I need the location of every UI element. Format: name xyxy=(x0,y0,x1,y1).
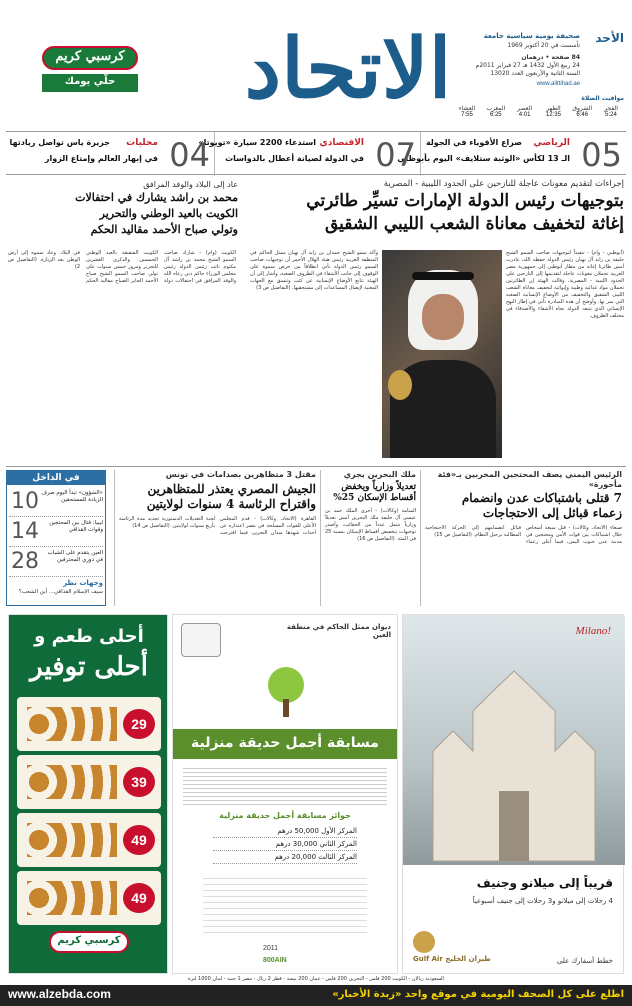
divider xyxy=(6,466,626,467)
prayer-time: 12:35 xyxy=(545,112,561,118)
teaser-number: 04 xyxy=(169,136,210,174)
prayer-cell xyxy=(483,105,509,125)
top-ad-brand: كرسبي كريم xyxy=(55,49,125,64)
prayer-cell xyxy=(454,105,480,125)
garden-prize: المركز الثاني 30,000 درهم xyxy=(213,838,357,851)
gulfair-logo-icon xyxy=(413,931,435,953)
milan-cathedral-icon xyxy=(423,671,605,861)
inside-box xyxy=(6,470,106,606)
garden-prizes xyxy=(213,825,357,869)
masthead xyxy=(0,0,632,130)
garden-body-lines xyxy=(183,765,387,805)
garden-prize: المركز الأول 50,000 درهم xyxy=(213,825,357,838)
garden-year: 2011 xyxy=(263,945,279,952)
lead-photo xyxy=(382,250,502,458)
kuwait-headline-1[interactable]: محمد بن راشد يشارك في احتفالات xyxy=(75,191,238,204)
garden-title: مسابقة أجمل حديقة منزلية xyxy=(191,735,379,751)
footer-prices: السعودية ريالان - الكويت 200 فلس - البحرين 200 فلس - عمان 200 بيسة - قطر 2 ريال - مصر 1 جنيه - لبنان 1000 ليرة xyxy=(188,976,444,982)
donut-box xyxy=(17,813,161,867)
teaser-line-1: استدعاء 2200 سيارة «تويوتا» xyxy=(198,138,316,147)
prayer-grid xyxy=(454,105,624,125)
prayer-time: 6:25 xyxy=(489,112,502,118)
issue-line-1: 84 صفحة • درهمان xyxy=(521,54,580,61)
prayer-times xyxy=(454,96,624,126)
story-headline-2: زعماء قبائل إلى الاحتجاجات xyxy=(482,506,622,521)
kuwait-headline-3[interactable]: وتولي صباح الأحمد مقاليد الحكم xyxy=(90,223,238,236)
story-headline-1: تعديلاً وزارياً ويخفض xyxy=(341,481,416,492)
teaser-number: 05 xyxy=(581,136,622,174)
story-body: المنامة (وكالات) - أجرى الملك حمد بن عيسى آل خليفة ملك البحرين أمس تعديلاً وزارياً شمل عدداً من الحقائب، وأصدر توجيهات بتخفيض أقساط الإسكان بنسبة 25 في المئة. (التفاصيل ص 16) xyxy=(325,508,416,543)
gulfair-tag: Milano! xyxy=(575,625,611,637)
teaser-tag: الرياضي xyxy=(533,138,570,148)
garden-phone[interactable]: 800AIN xyxy=(263,957,287,964)
gulfair-brand: طيران الخليج Gulf Air xyxy=(413,955,491,963)
teaser[interactable] xyxy=(8,132,214,176)
donut-box xyxy=(17,871,161,925)
lead-headline-1[interactable]: بتوجيهات رئيس الدولة الإمارات تسيِّر طائرتي xyxy=(306,191,624,211)
prayer-cell xyxy=(512,105,538,125)
story-headline-2: واقتراح الرئاسة 4 سنوات لولايتين xyxy=(146,496,316,511)
prayer-time: 6:46 xyxy=(576,112,589,118)
krispy-brand: كرسبي كريم xyxy=(57,935,121,946)
teaser-line-2: الـ 13 لكأس «الوثبة ستلايف» اليوم بأبوظبي xyxy=(397,154,570,163)
story[interactable] xyxy=(320,470,420,606)
story-headline-1: الجيش المصري يعتذر للمتظاهرين xyxy=(147,481,316,496)
kuwait-body: الكويت (وام) - شارك صاحب السمو الشيخ محمد بن راشد آل مكتوم نائب رئيس الدولة رئيس مجلس الوزراء حاكم دبي رعاه الله والوفد المرافق في احتفالات دولة الكويت الشقيقة بالعيد الوطني الخمسين والذكرى العشرين للتحرير ومرور خمس سنوات على تولي صاحب السمو الشيخ صباح الأحمد الجابر الصباح مقاليد الحكم في البلاد. وعاد سموه إلى أرض الوطن بعد الزيارة. (التفاصيل ص 2) xyxy=(8,250,236,284)
website-link[interactable]: www.alittihad.ae xyxy=(536,81,580,87)
donut-row xyxy=(27,823,117,857)
story[interactable] xyxy=(420,470,626,606)
prayer-cell xyxy=(540,105,566,125)
story[interactable] xyxy=(114,470,320,606)
garden-prize: المركز الثالث 20,000 درهم xyxy=(213,851,357,864)
krispy-boxes xyxy=(17,697,161,927)
story-kicker: ملك البحرين يجري xyxy=(343,470,416,479)
masthead-founded: تأسست في 20 أكتوبر 1969 xyxy=(507,42,580,49)
inside-views-title: وجهات نظر xyxy=(63,579,103,587)
krispy-ad[interactable] xyxy=(8,614,168,974)
donut-price: 29 xyxy=(123,709,155,739)
prayer-name: المغرب xyxy=(486,105,506,112)
krispy-ad-top: أحلى طعم و xyxy=(34,626,144,647)
inside-item-text: العين يتقدم على الشباب في دوري المحترفين xyxy=(47,550,103,564)
garden-prize-title: جوائز مسابقة أجمل حديقة منزلية xyxy=(219,811,351,820)
donut-box xyxy=(17,755,161,809)
donut-box xyxy=(17,697,161,751)
prayer-name: العصر xyxy=(517,105,533,112)
garden-criteria-lines xyxy=(203,873,367,935)
prayer-name: العشاء xyxy=(458,105,476,112)
lead-body-right: (أبوظبي - وام) - تنفيذاً لتوجيهات صاحب السمو الشيخ خليفة بن زايد آل نهيان رئيس الدولة حفظه الله، غادرت أمس طائرتا إغاثة من مطار أبوظبي إلى جمهورية مصر العربية تحملان معونات عاجلة لتقديمها إلى النازحين على الحدود الليبية - المصرية، وقالت الهيئة إن الطائرتين تحملان مواد غذائية وطبية وإيوائية لتخفيف معاناة الشعب الليبي الشقيق والتخفيف من الأوضاع الإنسانية الصعبة التي يمر بها. وأوضح أن هذه المبادرة تأتي في إطار النهج الإنساني الذي تتبعه الدولة تجاه الأشقاء والأصدقاء في مختلف الظروف. xyxy=(506,250,624,319)
teaser-line-2: في إبهار العالم وإمتاع الزوار xyxy=(44,154,158,163)
story-headline-2: أقساط الإسكان 25% xyxy=(333,492,416,503)
kuwait-kicker[interactable]: عاد إلى البلاد والوفد المرافق xyxy=(143,180,238,189)
prayer-time: 4:01 xyxy=(518,112,531,118)
secondary-stories xyxy=(106,470,626,606)
inside-item-text: ليبيا: قتال بين المحتجين وقوات القذافي xyxy=(49,520,103,534)
garden-tree-icon xyxy=(263,663,309,723)
teaser-number: 07 xyxy=(375,136,416,174)
garden-org: ديوان ممثل الحاكم في منطقة العين xyxy=(286,623,391,640)
teaser-list xyxy=(6,132,626,176)
prayer-cell xyxy=(598,105,624,125)
garden-ad[interactable] xyxy=(172,614,398,974)
inside-item-num: 14 xyxy=(11,519,39,544)
prayer-name: الفجر xyxy=(604,105,618,112)
kuwait-headline-2[interactable]: الكويت بالعيد الوطني والتحرير xyxy=(99,207,238,220)
inside-item[interactable] xyxy=(9,517,103,547)
donut-row xyxy=(27,707,117,741)
story-headline-1: 7 قتلى باشتباكات عدن وانضمام xyxy=(461,491,622,506)
garden-logo-icon xyxy=(181,623,221,657)
teaser-tag: محليات xyxy=(126,138,158,148)
teaser-bar xyxy=(6,131,626,175)
footer-banner-text: اطلع على كل الصحف اليومية في موقع واحد «زبدة الأخبار» xyxy=(332,989,624,1000)
prayer-name: الشروق xyxy=(572,105,593,112)
teaser-line-1: صراع الأقوياء في الجولة xyxy=(425,138,522,147)
top-ad[interactable] xyxy=(20,38,160,104)
issue-line-2: 24 ربيع الأول 1432 هـ 27 فبراير 2011م xyxy=(475,62,580,69)
lead-kicker[interactable]: إجراءات لتقديم معونات عاجلة للنازحين على الحدود الليبية - المصرية xyxy=(383,179,624,189)
gulfair-photo xyxy=(403,615,625,865)
prayer-title: مواقيت الصلاة xyxy=(581,95,624,102)
footer-banner-url[interactable]: www.alzebda.com xyxy=(8,987,111,1001)
krispy-ad-big: أحلى توفير xyxy=(30,652,148,682)
prayer-cell xyxy=(569,105,595,125)
top-ad-slogan: حلّي يومك xyxy=(64,76,116,87)
newspaper-title: الاتحاد xyxy=(244,21,452,117)
story-kicker: الرئيس اليمني يصف المحتجين المخربين بـ«فئة مأجورة» xyxy=(437,470,622,489)
footer-banner[interactable] xyxy=(0,985,632,1006)
gulfair-footer: خطط أسفارك على xyxy=(556,957,613,965)
lead-headline-2[interactable]: إغاثة لتخفيف معاناة الشعب الليبي الشقيق xyxy=(324,214,624,234)
gulfair-title: قريباً إلى ميلانو وجنيف xyxy=(476,876,613,890)
story-kicker: مقتل 3 متظاهرين بصدامات في تونس xyxy=(165,470,316,479)
teaser-line-1: جزيرة ياس تواصل ريادتها xyxy=(9,138,110,147)
inside-item-text: «الشؤون» تبدأ اليوم صرف الزيادة للمستحقين xyxy=(41,490,103,504)
story-body: صنعاء (الاتحاد، وكالات) - قتل سبعة أشخاص خلال اشتباكات بين قوات الأمن ومحتجين في مدينة عدن جنوب اليمن، فيما أعلن زعماء قبائل انضمامهم إلى الحركة الاحتجاجية المطالبة برحيل النظام. (التفاصيل ص 15) xyxy=(425,525,622,546)
inside-item-num: 10 xyxy=(11,489,39,514)
masthead-tagline: صحيفة يومية سياسية جامعة xyxy=(483,32,580,40)
gulfair-ad[interactable] xyxy=(402,614,624,974)
donut-row xyxy=(27,881,117,915)
issue-line-3: السنة الثانية والأربعون العدد 13020 xyxy=(490,70,580,77)
inside-items xyxy=(9,487,103,577)
inside-views-text[interactable]: سيف الإسلام القذافي... أين الشعب؟ xyxy=(18,589,103,595)
teaser[interactable] xyxy=(198,132,420,176)
prayer-time: 5:24 xyxy=(605,112,617,118)
prayer-time: 7:55 xyxy=(461,112,473,118)
teaser-line-2: في الدولة لصيانة أعطال بالدواسات xyxy=(225,154,364,163)
gulfair-sub: 4 رحلات إلى ميلانو و3 رحلات إلى جنيف أسبوعياً xyxy=(472,897,613,905)
photo-agal xyxy=(412,272,474,280)
donut-price: 49 xyxy=(123,825,155,855)
prayer-name: الظهر xyxy=(546,105,561,112)
donut-price: 49 xyxy=(123,883,155,913)
day-label: الأحد xyxy=(595,31,624,45)
inside-item[interactable] xyxy=(9,487,103,517)
donut-price: 39 xyxy=(123,767,155,797)
inside-item-num: 28 xyxy=(11,549,39,574)
photo-face xyxy=(422,294,464,340)
photo-emblem xyxy=(388,370,412,400)
inside-item[interactable] xyxy=(9,547,103,577)
lead-body-left: وأكد سمو الشيخ حمدان بن زايد آل نهيان ممثل الحاكم في المنطقة الغربية رئيس هيئة الهلال الأحمر أن توجيهات صاحب السمو رئيس الدولة تأتي انطلاقاً من حرص سموه على الوقوف إلى جانب الأشقاء في الظروف الصعبة، وأشار إلى أن الهيئة تتابع الأوضاع الإنسانية عن كثب وتنسق مع الجهات المعنية لإيصال المساعدات إلى مستحقيها. (التفاصيل ص 3) xyxy=(250,250,378,291)
teaser[interactable] xyxy=(397,132,626,176)
inside-title: في الداخل xyxy=(7,471,105,485)
donut-row xyxy=(27,765,117,799)
story-body: القاهرة (الاتحاد، وكالات) - قدم المجلس الأعلى للقوات المسلحة في مصر اعتذاره عن أحداث شهدها ميدان التحرير، فيما اقترحت لجنة التعديلات الدستورية تحديد مدة الرئاسة بأربع سنوات لولايتين. (التفاصيل ص 14) xyxy=(119,515,316,536)
teaser-tag: الاقتصادي xyxy=(319,138,364,148)
